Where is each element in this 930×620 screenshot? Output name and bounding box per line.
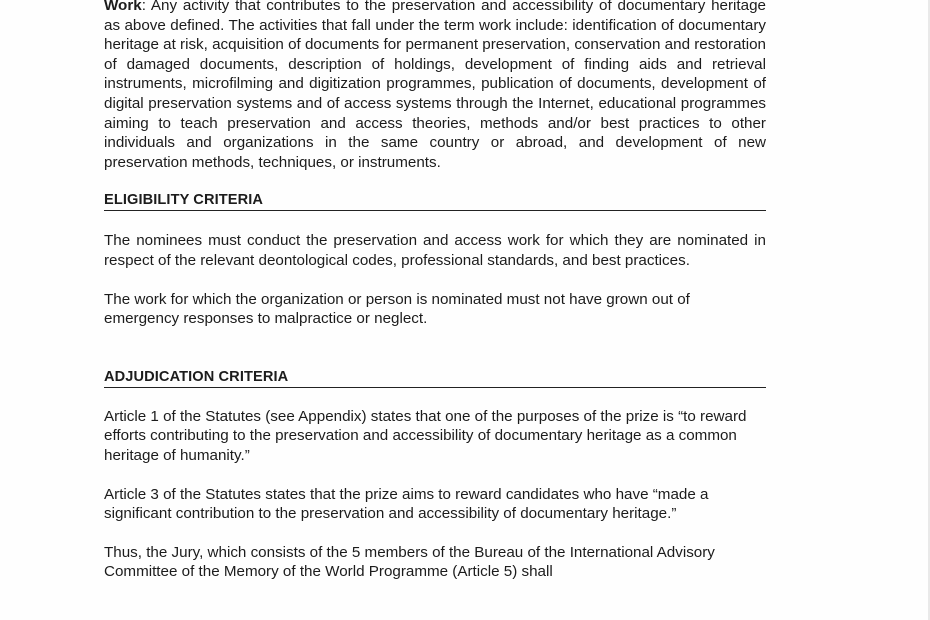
eligibility-paragraph-1: The nominees must conduct the preservation and access work for which they are nominated in respect of the relevant deontological codes, professional standards, and best practices.	[104, 232, 766, 269]
work-definition-text: : Any activity that contributes to the preservation and accessibility of documentary heritage as above defined. The activities that fall under the term work include: identification of documentary heritage at risk, acquisition of documents for permanent preservation, conservation and restoration of damaged documents, description of holdings, development of finding aids and retrieval instruments, microfilming and digitization programmes, publication of documents, development of digital preservation systems and of access systems through the Internet, educational programmes aiming to teach preservation and access theories, methods and/or best practices to other individuals and organizations in the same country or abroad, and development of new preservation methods, techniques, or instruments.	[104, 0, 766, 171]
eligibility-paragraph-2: The work for which the organization or person is nominated must not have grown out of emergency responses to malpractice or neglect.	[104, 290, 690, 328]
eligibility-heading: ELIGIBILITY CRITERIA	[104, 191, 766, 211]
adjudication-paragraph-2: Article 3 of the Statutes states that the prize aims to reward candidates who have “made a significant contribution to the preservation and accessibility of documentary heritage.”	[104, 485, 709, 523]
adjudication-paragraph-3: Thus, the Jury, which consists of the 5 members of the Bureau of the International Advisory Committee of the Memory of the World Programme (Article 5) shall	[104, 543, 715, 581]
document-body	[104, 0, 766, 582]
work-definition-paragraph	[104, 0, 766, 172]
work-term: Work	[104, 0, 142, 14]
adjudication-heading: ADJUDICATION CRITERIA	[104, 368, 766, 388]
adjudication-paragraph-1: Article 1 of the Statutes (see Appendix) states that one of the purposes of the prize is “to reward efforts contributing to the preservation and accessibility of documentary heritage as a common heritage of humanity.”	[104, 407, 747, 464]
